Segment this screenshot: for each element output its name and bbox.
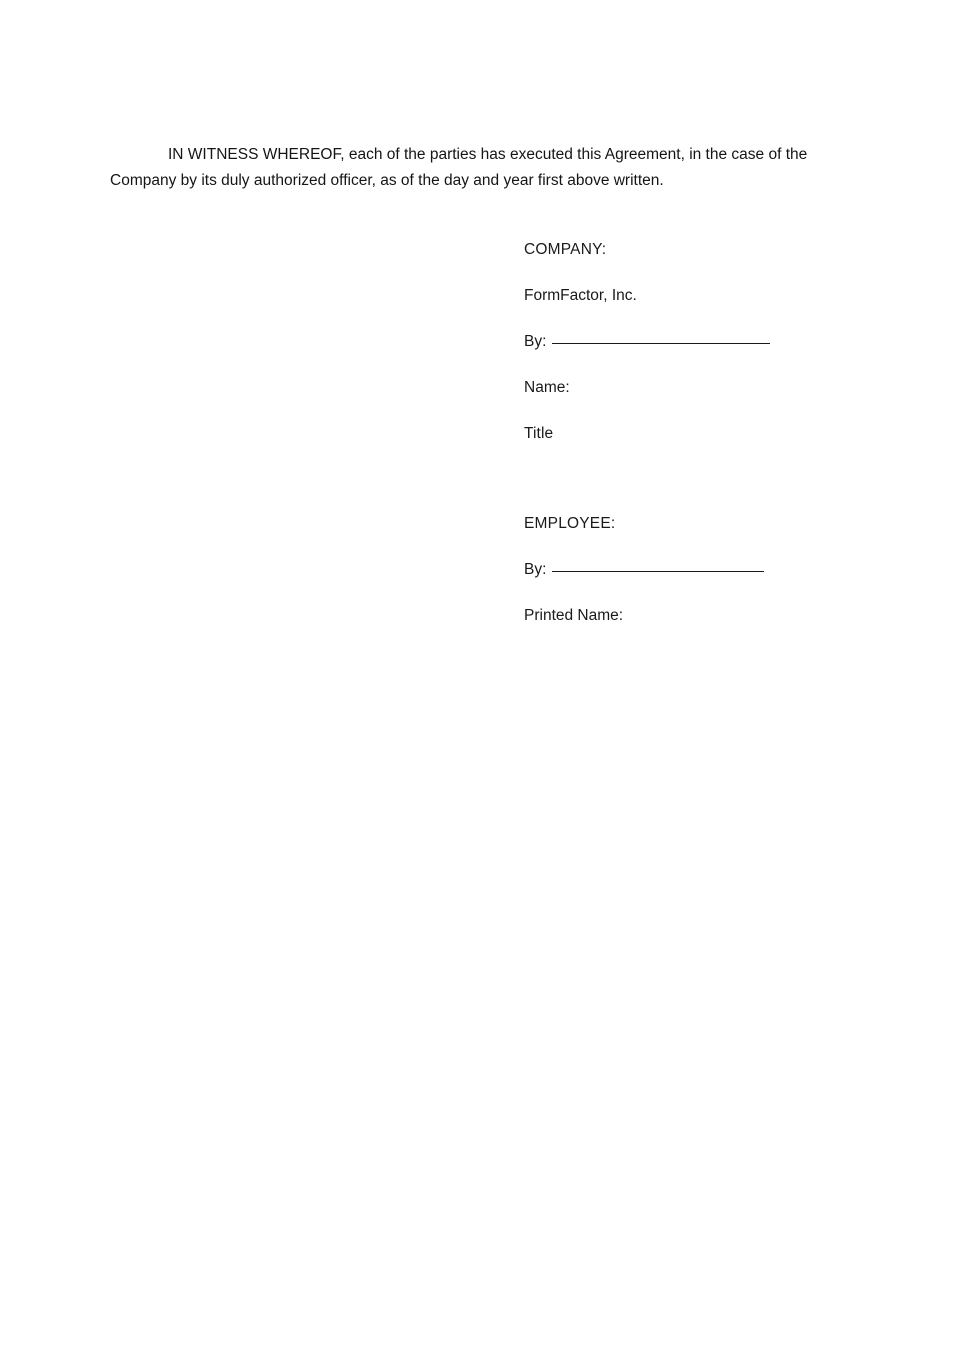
employee-heading: EMPLOYEE: — [524, 515, 616, 532]
company-name-row: Name: — [524, 379, 570, 396]
company-heading: COMPANY: — [524, 241, 607, 258]
employee-printed-name-row: Printed Name: — [524, 607, 624, 624]
witness-paragraph — [110, 142, 854, 194]
company-signature-row — [524, 332, 924, 352]
employee-by-label: By: — [524, 561, 547, 578]
employee-signature-line[interactable] — [552, 571, 764, 572]
signature-block-spacer — [524, 470, 924, 514]
employee-signature-row — [524, 560, 924, 580]
signature-block — [524, 240, 924, 652]
company-signature-line[interactable] — [552, 343, 770, 344]
witness-paragraph-text: IN WITNESS WHEREOF, each of the parties has executed this Agreement, in the case of the Company by its duly authorized officer, as of the day and year first above written. — [110, 145, 808, 189]
company-by-label: By: — [524, 333, 547, 350]
company-title-row: Title — [524, 425, 554, 442]
company-name: FormFactor, Inc. — [524, 287, 637, 304]
